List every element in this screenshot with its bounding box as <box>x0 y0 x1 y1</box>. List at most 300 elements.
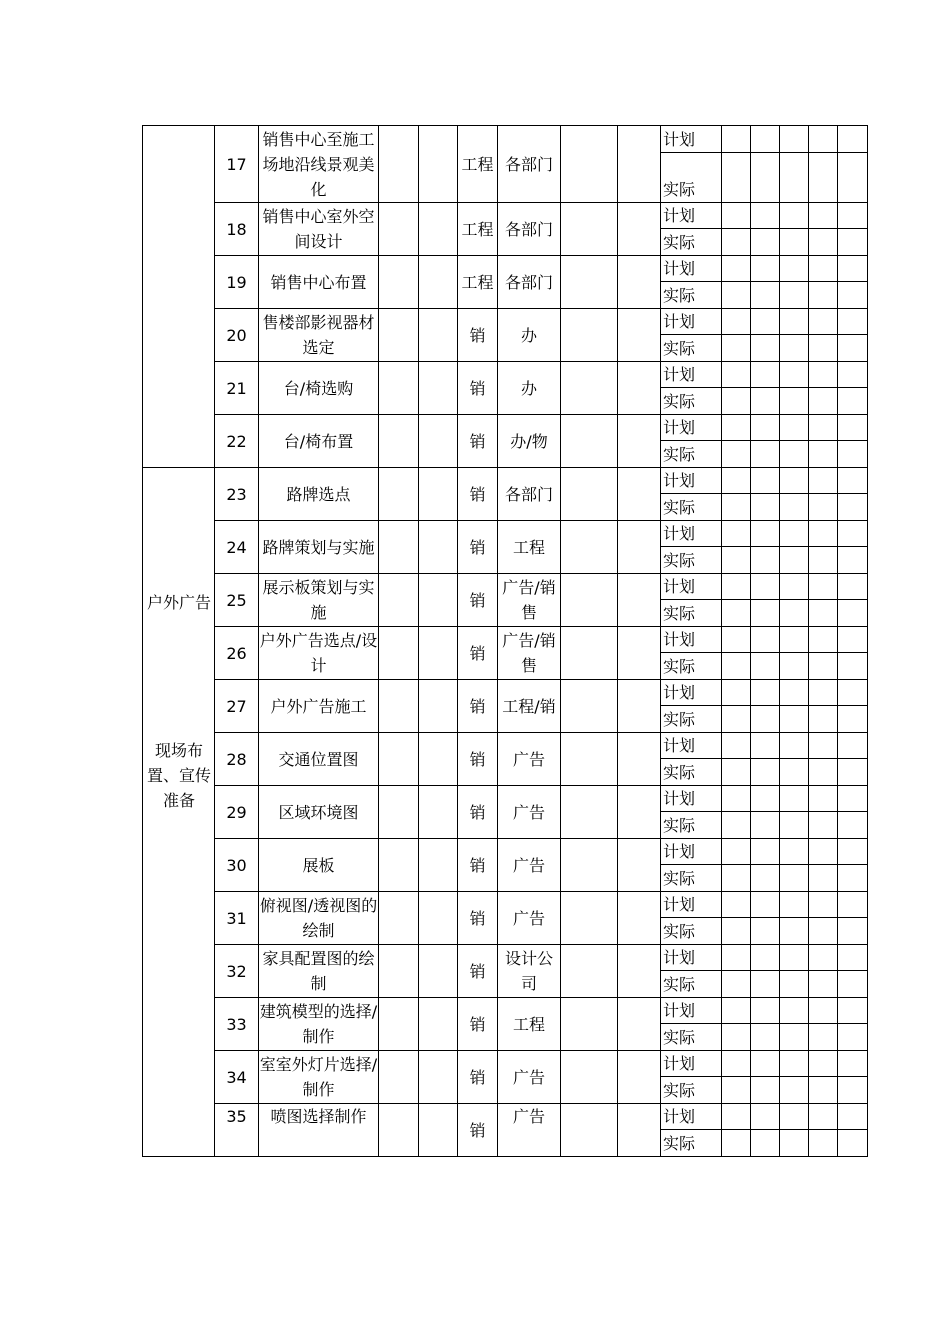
timeline-cell <box>751 1104 780 1130</box>
row-number: 18 <box>215 203 259 256</box>
table-row <box>143 309 868 335</box>
timeline-cell <box>751 309 780 335</box>
row-number: 30 <box>215 839 259 892</box>
timeline-cell <box>780 786 809 812</box>
timeline-cell <box>751 1077 780 1104</box>
timeline-cell <box>722 733 751 759</box>
blank-cell <box>561 203 618 256</box>
timeline-cell <box>809 388 838 415</box>
blank-cell <box>379 256 419 309</box>
task-item: 户外广告施工 <box>259 680 379 733</box>
blank-cell <box>419 786 458 839</box>
cooperating-dept: 设计公司 <box>498 945 561 998</box>
actual-label: 实际 <box>661 759 722 786</box>
table-row <box>143 521 868 547</box>
timeline-cell <box>780 892 809 918</box>
timeline-cell <box>838 1077 868 1104</box>
timeline-cell <box>780 600 809 627</box>
blank-cell <box>561 839 618 892</box>
timeline-cell <box>809 839 838 865</box>
blank-cell <box>561 627 618 680</box>
cooperating-dept: 工程 <box>498 521 561 574</box>
timeline-cell <box>722 153 751 203</box>
plan-label: 计划 <box>661 256 722 282</box>
timeline-cell <box>838 309 868 335</box>
timeline-cell <box>838 126 868 153</box>
blank-cell <box>419 126 458 203</box>
timeline-cell <box>751 812 780 839</box>
timeline-cell <box>751 1024 780 1051</box>
timeline-cell <box>838 468 868 494</box>
responsible-dept: 销 <box>458 521 498 574</box>
blank-cell <box>379 680 419 733</box>
timeline-cell <box>780 627 809 653</box>
timeline-cell <box>722 706 751 733</box>
timeline-cell <box>722 892 751 918</box>
actual-label: 实际 <box>661 153 722 203</box>
timeline-cell <box>809 1130 838 1157</box>
timeline-cell <box>838 759 868 786</box>
blank-cell <box>618 892 661 945</box>
blank-cell <box>561 574 618 627</box>
table-row <box>143 998 868 1024</box>
row-number: 26 <box>215 627 259 680</box>
blank-cell <box>379 627 419 680</box>
schedule-body <box>143 126 868 1157</box>
timeline-cell <box>809 786 838 812</box>
cooperating-dept: 工程 <box>498 998 561 1051</box>
timeline-cell <box>780 415 809 441</box>
timeline-cell <box>838 1051 868 1077</box>
responsible-dept: 销 <box>458 574 498 627</box>
timeline-cell <box>838 839 868 865</box>
timeline-cell <box>722 388 751 415</box>
task-item: 售楼部影视器材选定 <box>259 309 379 362</box>
row-number: 35 <box>215 1104 259 1157</box>
timeline-cell <box>838 812 868 839</box>
blank-cell <box>419 574 458 627</box>
timeline-cell <box>722 494 751 521</box>
timeline-cell <box>838 521 868 547</box>
timeline-cell <box>809 998 838 1024</box>
timeline-cell <box>722 256 751 282</box>
responsible-dept: 销 <box>458 839 498 892</box>
timeline-cell <box>809 203 838 229</box>
timeline-cell <box>780 362 809 388</box>
plan-label: 计划 <box>661 680 722 706</box>
plan-label: 计划 <box>661 415 722 441</box>
timeline-cell <box>780 547 809 574</box>
timeline-cell <box>722 839 751 865</box>
responsible-dept: 销 <box>458 998 498 1051</box>
cooperating-dept: 广告 <box>498 1104 561 1157</box>
timeline-cell <box>809 494 838 521</box>
timeline-cell <box>838 786 868 812</box>
timeline-cell <box>780 812 809 839</box>
timeline-cell <box>809 282 838 309</box>
cooperating-dept: 各部门 <box>498 256 561 309</box>
responsible-dept: 销 <box>458 309 498 362</box>
timeline-cell <box>751 203 780 229</box>
timeline-cell <box>780 1104 809 1130</box>
timeline-cell <box>809 126 838 153</box>
timeline-cell <box>838 733 868 759</box>
timeline-cell <box>838 256 868 282</box>
table-row <box>143 892 868 918</box>
timeline-cell <box>751 126 780 153</box>
blank-cell <box>379 362 419 415</box>
timeline-cell <box>722 680 751 706</box>
timeline-cell <box>838 229 868 256</box>
table-row <box>143 415 868 441</box>
timeline-cell <box>722 600 751 627</box>
cooperating-dept: 各部门 <box>498 203 561 256</box>
blank-cell <box>618 627 661 680</box>
plan-label: 计划 <box>661 892 722 918</box>
timeline-cell <box>722 547 751 574</box>
task-item: 区域环境图 <box>259 786 379 839</box>
timeline-cell <box>780 1051 809 1077</box>
plan-label: 计划 <box>661 126 722 153</box>
timeline-cell <box>722 468 751 494</box>
plan-label: 计划 <box>661 627 722 653</box>
table-row <box>143 468 868 494</box>
timeline-cell <box>809 574 838 600</box>
timeline-cell <box>751 468 780 494</box>
timeline-cell <box>838 547 868 574</box>
plan-label: 计划 <box>661 733 722 759</box>
table-row <box>143 1104 868 1130</box>
actual-label: 实际 <box>661 1130 722 1157</box>
table-row <box>143 680 868 706</box>
plan-label: 计划 <box>661 998 722 1024</box>
timeline-cell <box>838 282 868 309</box>
timeline-cell <box>751 494 780 521</box>
schedule-table <box>142 125 868 1157</box>
blank-cell <box>618 945 661 998</box>
timeline-cell <box>809 680 838 706</box>
timeline-cell <box>722 918 751 945</box>
timeline-cell <box>751 600 780 627</box>
blank-cell <box>379 203 419 256</box>
table-row <box>143 362 868 388</box>
table-row <box>143 256 868 282</box>
timeline-cell <box>809 600 838 627</box>
actual-label: 实际 <box>661 229 722 256</box>
timeline-cell <box>751 335 780 362</box>
table-row <box>143 786 868 812</box>
timeline-cell <box>780 680 809 706</box>
responsible-dept: 销 <box>458 415 498 468</box>
timeline-cell <box>722 1104 751 1130</box>
timeline-cell <box>722 945 751 971</box>
timeline-cell <box>722 362 751 388</box>
timeline-cell <box>780 918 809 945</box>
timeline-cell <box>751 706 780 733</box>
blank-cell <box>419 945 458 998</box>
actual-label: 实际 <box>661 706 722 733</box>
table-row <box>143 203 868 229</box>
timeline-cell <box>751 733 780 759</box>
timeline-cell <box>809 892 838 918</box>
blank-cell <box>379 415 419 468</box>
category-site-setup: 现场布置、宣传准备 <box>146 741 211 810</box>
blank-cell <box>379 1051 419 1104</box>
timeline-cell <box>838 1130 868 1157</box>
timeline-cell <box>838 153 868 203</box>
timeline-cell <box>751 892 780 918</box>
cooperating-dept: 办 <box>498 362 561 415</box>
timeline-cell <box>809 229 838 256</box>
cooperating-dept: 办/物 <box>498 415 561 468</box>
timeline-cell <box>722 627 751 653</box>
timeline-cell <box>809 706 838 733</box>
responsible-dept: 销 <box>458 468 498 521</box>
cooperating-dept: 广告 <box>498 1051 561 1104</box>
cooperating-dept: 广告 <box>498 892 561 945</box>
actual-label: 实际 <box>661 388 722 415</box>
timeline-cell <box>751 998 780 1024</box>
blank-cell <box>419 362 458 415</box>
blank-cell <box>561 415 618 468</box>
timeline-cell <box>809 362 838 388</box>
row-number: 17 <box>215 126 259 203</box>
blank-cell <box>379 839 419 892</box>
plan-label: 计划 <box>661 362 722 388</box>
timeline-cell <box>751 256 780 282</box>
timeline-cell <box>809 521 838 547</box>
plan-label: 计划 <box>661 1051 722 1077</box>
blank-cell <box>618 468 661 521</box>
timeline-cell <box>838 574 868 600</box>
timeline-cell <box>751 388 780 415</box>
task-item: 家具配置图的绘制 <box>259 945 379 998</box>
actual-label: 实际 <box>661 865 722 892</box>
blank-cell <box>419 680 458 733</box>
cooperating-dept: 广告/销售 <box>498 574 561 627</box>
timeline-cell <box>809 1077 838 1104</box>
timeline-cell <box>780 335 809 362</box>
timeline-cell <box>751 574 780 600</box>
actual-label: 实际 <box>661 1077 722 1104</box>
timeline-cell <box>751 945 780 971</box>
timeline-cell <box>722 574 751 600</box>
task-item: 路牌选点 <box>259 468 379 521</box>
blank-cell <box>419 468 458 521</box>
timeline-cell <box>780 256 809 282</box>
timeline-cell <box>751 865 780 892</box>
blank-cell <box>419 1051 458 1104</box>
timeline-cell <box>809 653 838 680</box>
timeline-cell <box>751 362 780 388</box>
timeline-cell <box>751 229 780 256</box>
timeline-cell <box>809 918 838 945</box>
timeline-cell <box>780 759 809 786</box>
task-item: 室室外灯片选择/制作 <box>259 1051 379 1104</box>
blank-cell <box>419 998 458 1051</box>
table-row <box>143 627 868 653</box>
cooperating-dept: 广告/销售 <box>498 627 561 680</box>
timeline-cell <box>809 812 838 839</box>
row-number: 24 <box>215 521 259 574</box>
timeline-cell <box>809 945 838 971</box>
timeline-cell <box>809 335 838 362</box>
timeline-cell <box>722 126 751 153</box>
row-number: 27 <box>215 680 259 733</box>
timeline-cell <box>722 1130 751 1157</box>
timeline-cell <box>722 1024 751 1051</box>
task-item: 台/椅布置 <box>259 415 379 468</box>
timeline-cell <box>838 918 868 945</box>
timeline-cell <box>722 998 751 1024</box>
table-row <box>143 733 868 759</box>
timeline-cell <box>722 521 751 547</box>
blank-cell <box>379 786 419 839</box>
blank-cell <box>561 1104 618 1157</box>
blank-cell <box>379 945 419 998</box>
timeline-cell <box>751 153 780 203</box>
responsible-dept: 销 <box>458 1104 498 1157</box>
responsible-dept: 销 <box>458 945 498 998</box>
timeline-cell <box>780 706 809 733</box>
timeline-cell <box>838 706 868 733</box>
actual-label: 实际 <box>661 441 722 468</box>
timeline-cell <box>809 1104 838 1130</box>
task-item: 俯视图/透视图的绘制 <box>259 892 379 945</box>
timeline-cell <box>780 945 809 971</box>
timeline-cell <box>838 865 868 892</box>
timeline-cell <box>722 309 751 335</box>
cooperating-dept: 办 <box>498 309 561 362</box>
timeline-cell <box>809 733 838 759</box>
timeline-cell <box>838 415 868 441</box>
timeline-cell <box>809 759 838 786</box>
task-item: 路牌策划与实施 <box>259 521 379 574</box>
blank-cell <box>379 733 419 786</box>
responsible-dept: 销 <box>458 786 498 839</box>
blank-cell <box>618 362 661 415</box>
timeline-cell <box>780 865 809 892</box>
cooperating-dept: 广告 <box>498 786 561 839</box>
cooperating-dept: 各部门 <box>498 468 561 521</box>
timeline-cell <box>722 971 751 998</box>
responsible-dept: 销 <box>458 892 498 945</box>
cooperating-dept: 广告 <box>498 839 561 892</box>
blank-cell <box>618 839 661 892</box>
timeline-cell <box>809 547 838 574</box>
timeline-cell <box>780 653 809 680</box>
timeline-cell <box>838 600 868 627</box>
timeline-cell <box>780 1130 809 1157</box>
timeline-cell <box>751 1051 780 1077</box>
timeline-cell <box>722 415 751 441</box>
row-number: 20 <box>215 309 259 362</box>
timeline-cell <box>809 309 838 335</box>
actual-label: 实际 <box>661 600 722 627</box>
timeline-cell <box>722 203 751 229</box>
timeline-cell <box>838 441 868 468</box>
timeline-cell <box>751 759 780 786</box>
responsible-dept: 销 <box>458 627 498 680</box>
blank-cell <box>419 892 458 945</box>
row-number: 19 <box>215 256 259 309</box>
timeline-cell <box>780 229 809 256</box>
timeline-cell <box>722 759 751 786</box>
actual-label: 实际 <box>661 335 722 362</box>
blank-cell <box>618 1051 661 1104</box>
row-number: 33 <box>215 998 259 1051</box>
cooperating-dept: 广告 <box>498 733 561 786</box>
timeline-cell <box>780 203 809 229</box>
timeline-cell <box>780 388 809 415</box>
blank-cell <box>561 309 618 362</box>
timeline-cell <box>809 256 838 282</box>
timeline-cell <box>809 627 838 653</box>
blank-cell <box>379 998 419 1051</box>
timeline-cell <box>780 733 809 759</box>
blank-cell <box>379 309 419 362</box>
timeline-cell <box>780 839 809 865</box>
timeline-cell <box>751 918 780 945</box>
timeline-cell <box>809 468 838 494</box>
timeline-cell <box>809 971 838 998</box>
timeline-cell <box>838 1024 868 1051</box>
plan-label: 计划 <box>661 786 722 812</box>
timeline-cell <box>780 971 809 998</box>
timeline-cell <box>751 786 780 812</box>
blank-cell <box>618 733 661 786</box>
row-number: 29 <box>215 786 259 839</box>
blank-cell <box>561 521 618 574</box>
blank-cell <box>419 309 458 362</box>
responsible-dept: 销 <box>458 1051 498 1104</box>
blank-cell <box>379 892 419 945</box>
blank-cell <box>618 680 661 733</box>
timeline-cell <box>722 441 751 468</box>
timeline-cell <box>780 998 809 1024</box>
category-outdoor-ads: 户外广告 <box>146 593 211 612</box>
blank-cell <box>419 521 458 574</box>
blank-cell <box>561 998 618 1051</box>
timeline-cell <box>722 812 751 839</box>
timeline-cell <box>751 839 780 865</box>
cooperating-dept: 工程/销 <box>498 680 561 733</box>
actual-label: 实际 <box>661 971 722 998</box>
task-item: 喷图选择制作 <box>259 1104 379 1157</box>
timeline-cell <box>838 653 868 680</box>
blank-cell <box>618 415 661 468</box>
blank-cell <box>561 1051 618 1104</box>
blank-cell <box>561 892 618 945</box>
blank-cell <box>618 309 661 362</box>
timeline-cell <box>838 971 868 998</box>
blank-cell <box>379 574 419 627</box>
plan-label: 计划 <box>661 945 722 971</box>
timeline-cell <box>809 1051 838 1077</box>
timeline-cell <box>809 153 838 203</box>
actual-label: 实际 <box>661 812 722 839</box>
responsible-dept: 销 <box>458 733 498 786</box>
task-item: 建筑模型的选择/制作 <box>259 998 379 1051</box>
table-row <box>143 126 868 153</box>
timeline-cell <box>780 521 809 547</box>
timeline-cell <box>809 865 838 892</box>
plan-label: 计划 <box>661 203 722 229</box>
plan-label: 计划 <box>661 839 722 865</box>
timeline-cell <box>780 153 809 203</box>
blank-cell <box>561 945 618 998</box>
task-item: 台/椅选购 <box>259 362 379 415</box>
